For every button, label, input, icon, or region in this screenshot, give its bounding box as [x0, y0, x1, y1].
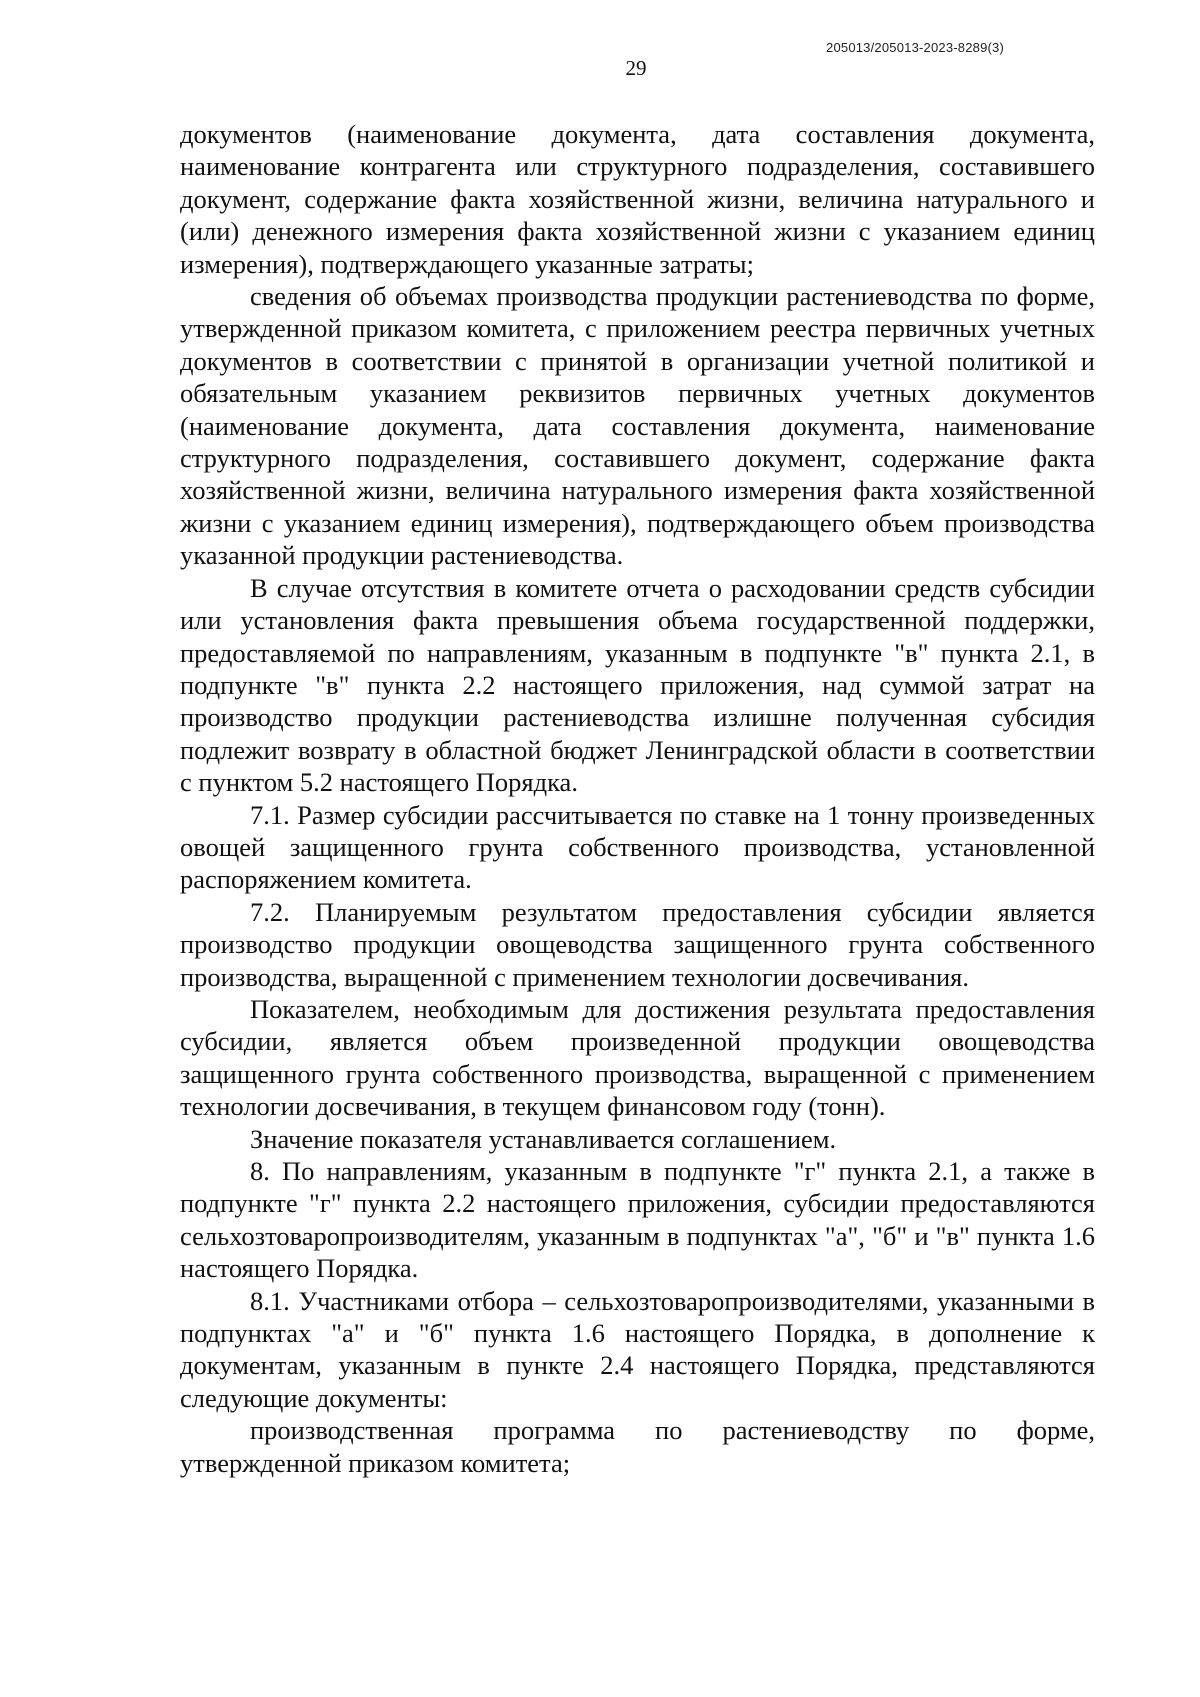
- paragraph-8-1-participants: 8.1. Участниками отбора – сельхозтоваропроизводителями, указанными в подпунктах "а" и "б" пункта 1.6 настоящего Порядка, в дополнение к документам, указанным в пункте 2.4 настоящего Порядка, представляются следующие документы:: [180, 1285, 1095, 1413]
- document-registration-number: 205013/205013-2023-8289(3): [826, 40, 1004, 55]
- paragraph-indicator: Показателем, необходимым для достижения результата предоставления субсидии, является объем произведенной продукции овощеводства защищенного грунта собственного производства, выращенной с применением технологии досвечивания, в текущем финансовом году (тонн).: [180, 993, 1095, 1122]
- paragraph-documents-continuation: документов (наименование документа, дата составления документа, наименование контрагента или структурного подразделения, составившего документ, содержание факта хозяйственной жизни, величина натурального и (или) денежного измерения факта хозяйственной жизни с указанием единиц измерения), подтверждающего указанные затраты;: [180, 119, 1095, 279]
- page-number: 29: [625, 56, 647, 80]
- paragraph-indicator-value: Значение показателя устанавливается соглашением.: [250, 1123, 837, 1154]
- paragraph-7-1-subsidy-size: 7.1. Размер субсидии рассчитывается по ставке на 1 тонну произведенных овощей защищенного грунта собственного производства, установленной распоряжением комитета.: [180, 799, 1095, 895]
- paragraph-8-directions: 8. По направлениям, указанным в подпункте "г" пункта 2.1, а также в подпункте "г" пункта 2.2 настоящего приложения, субсидии предоставляются сельхозтоваропроизводителям, указанным в подпунктах "а", "б" и "в" пункта 1.6 настоящего Порядка.: [180, 1156, 1095, 1284]
- document-body: [180, 118, 1095, 1479]
- paragraph-subsidy-refund: В случае отсутствия в комитете отчета о расходовании средств субсидии или установления факта превышения объема государственной поддержки, предоставляемой по направлениям, указанным в подпункте "в" пункта 2.1, в подпункте "в" пункта 2.2 настоящего приложения, над суммой затрат на производство продукции растениеводства излишне полученная субсидия подлежит возврату в областной бюджет Ленинградской области в соответствии с пунктом 5.2 настоящего Порядка.: [180, 572, 1095, 798]
- paragraph-production-program: производственная программа по растениеводству по форме, утвержденной приказом комитета;: [180, 1415, 1095, 1478]
- paragraph-7-2-planned-result: 7.2. Планируемым результатом предоставления субсидии является производство продукции овощеводства защищенного грунта собственного производства, выращенной с применением технологии досвечивания.: [180, 896, 1095, 992]
- paragraph-production-volume-info: сведения об объемах производства продукции растениеводства по форме, утвержденной приказом комитета, с приложением реестра первичных учетных документов в соответствии с принятой в организации учетной политикой и обязательным указанием реквизитов первичных учетных документов (наименование документа, дата составления документа, наименование структурного подразделения, составившего документ, содержание факта хозяйственной жизни, величина натурального измерения факта хозяйственной жизни с указанием единиц измерения), подтверждающего объем производства указанной продукции растениеводства.: [180, 281, 1095, 571]
